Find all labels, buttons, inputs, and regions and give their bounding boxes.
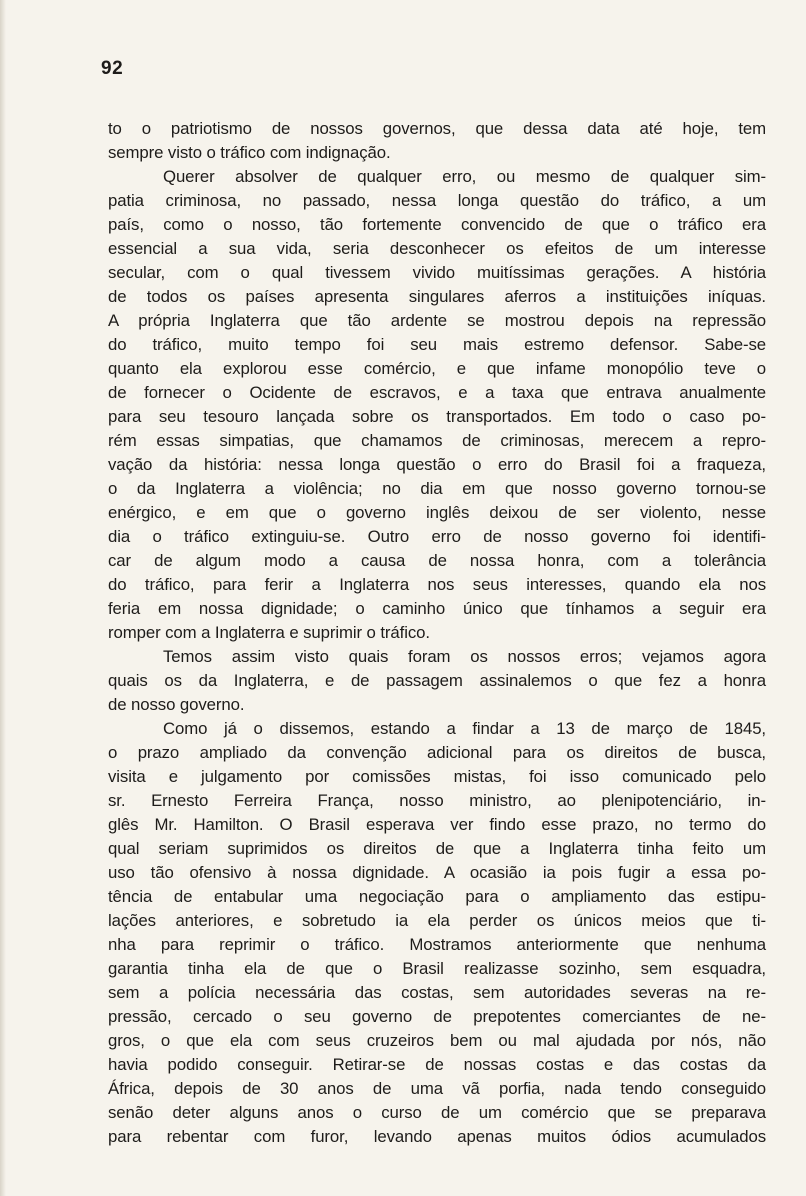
text-line: pressão, cercado o seu governo de prepotentes comerciantes de ne-	[108, 1007, 766, 1026]
text-line: garantia tinha ela de que o Brasil realizasse sozinho, sem esquadra,	[108, 959, 766, 978]
text-line: sr. Ernesto Ferreira França, nosso ministro, ao plenipotenciário, in-	[108, 791, 766, 810]
text-line: o prazo ampliado da convenção adicional para os direitos de busca,	[108, 743, 766, 762]
text-line: qual seriam suprimidos os direitos de que a Inglaterra tinha feito um	[108, 839, 766, 858]
text-line: A própria Inglaterra que tão ardente se mostrou depois na repressão	[108, 311, 766, 330]
text-line: Temos assim visto quais foram os nossos erros; vejamos agora	[163, 647, 766, 666]
text-line: quais os da Inglaterra, e de passagem assinalemos o que fez a honra	[108, 671, 766, 690]
text-line: enérgico, e em que o governo inglês deixou de ser violento, nesse	[108, 503, 766, 522]
text-line: país, como o nosso, tão fortemente convencido de que o tráfico era	[108, 215, 766, 234]
text-line: Querer absolver de qualquer erro, ou mesmo de qualquer sim-	[163, 167, 766, 186]
text-line: to o patriotismo de nossos governos, que dessa data até hoje, tem	[108, 119, 766, 138]
text-line: romper com a Inglaterra e suprimir o tráfico.	[108, 623, 430, 642]
text-line: car de algum modo a causa de nossa honra, com a tolerância	[108, 551, 766, 570]
text-line: o da Inglaterra a violência; no dia em que nosso governo tornou-se	[108, 479, 766, 498]
text-line: quanto ela explorou esse comércio, e que infame monopólio teve o	[108, 359, 766, 378]
text-line: do tráfico, para ferir a Inglaterra nos seus interesses, quando ela nos	[108, 575, 766, 594]
text-line: de fornecer o Ocidente de escravos, e a taxa que entrava anualmente	[108, 383, 766, 402]
text-line: tência de entabular uma negociação para o ampliamento das estipu-	[108, 887, 766, 906]
text-line: vação da história: nessa longa questão o erro do Brasil foi a fraqueza,	[108, 455, 766, 474]
text-line: sempre visto o tráfico com indignação.	[108, 143, 391, 162]
text-line: dia o tráfico extinguiu-se. Outro erro de nosso governo foi identifi-	[108, 527, 766, 546]
page-edge-shadow	[0, 0, 6, 1196]
text-line: África, depois de 30 anos de uma vã porfia, nada tendo conseguido	[108, 1079, 766, 1098]
text-line: para rebentar com furor, levando apenas muitos ódios acumulados	[108, 1127, 766, 1146]
text-line: de todos os países apresenta singulares aferros a instituições iníquas.	[108, 287, 766, 306]
text-line: para seu tesouro lançada sobre os transportados. Em todo o caso po-	[108, 407, 766, 426]
text-line: visita e julgamento por comissões mistas, foi isso comunicado pelo	[108, 767, 766, 786]
text-line: glês Mr. Hamilton. O Brasil esperava ver findo esse prazo, no termo do	[108, 815, 766, 834]
text-line: do tráfico, muito tempo foi seu mais estremo defensor. Sabe-se	[108, 335, 766, 354]
text-line: de nosso governo.	[108, 695, 245, 714]
text-line: uso tão ofensivo à nossa dignidade. A ocasião ia pois fugir a essa po-	[108, 863, 766, 882]
text-line: lações anteriores, e sobretudo ia ela perder os únicos meios que ti-	[108, 911, 766, 930]
text-line: rém essas simpatias, que chamamos de criminosas, merecem a repro-	[108, 431, 766, 450]
page-number: 92	[101, 58, 124, 79]
body-text	[108, 117, 766, 1149]
text-line: nha para reprimir o tráfico. Mostramos anteriormente que nenhuma	[108, 935, 766, 954]
text-line: gros, o que ela com seus cruzeiros bem ou mal ajudada por nós, não	[108, 1031, 766, 1050]
text-line: Como já o dissemos, estando a findar a 13 de março de 1845,	[163, 719, 766, 738]
text-line: feria em nossa dignidade; o caminho único que tínhamos a seguir era	[108, 599, 766, 618]
text-line: sem a polícia necessária das costas, sem autoridades severas na re-	[108, 983, 766, 1002]
text-line: essencial a sua vida, seria desconhecer os efeitos de um interesse	[108, 239, 766, 258]
text-line: patia criminosa, no passado, nessa longa questão do tráfico, a um	[108, 191, 766, 210]
text-line: secular, com o qual tivessem vivido muitíssimas gerações. A história	[108, 263, 766, 282]
text-line: havia podido conseguir. Retirar-se de nossas costas e das costas da	[108, 1055, 766, 1074]
text-line: senão deter alguns anos o curso de um comércio que se preparava	[108, 1103, 766, 1122]
